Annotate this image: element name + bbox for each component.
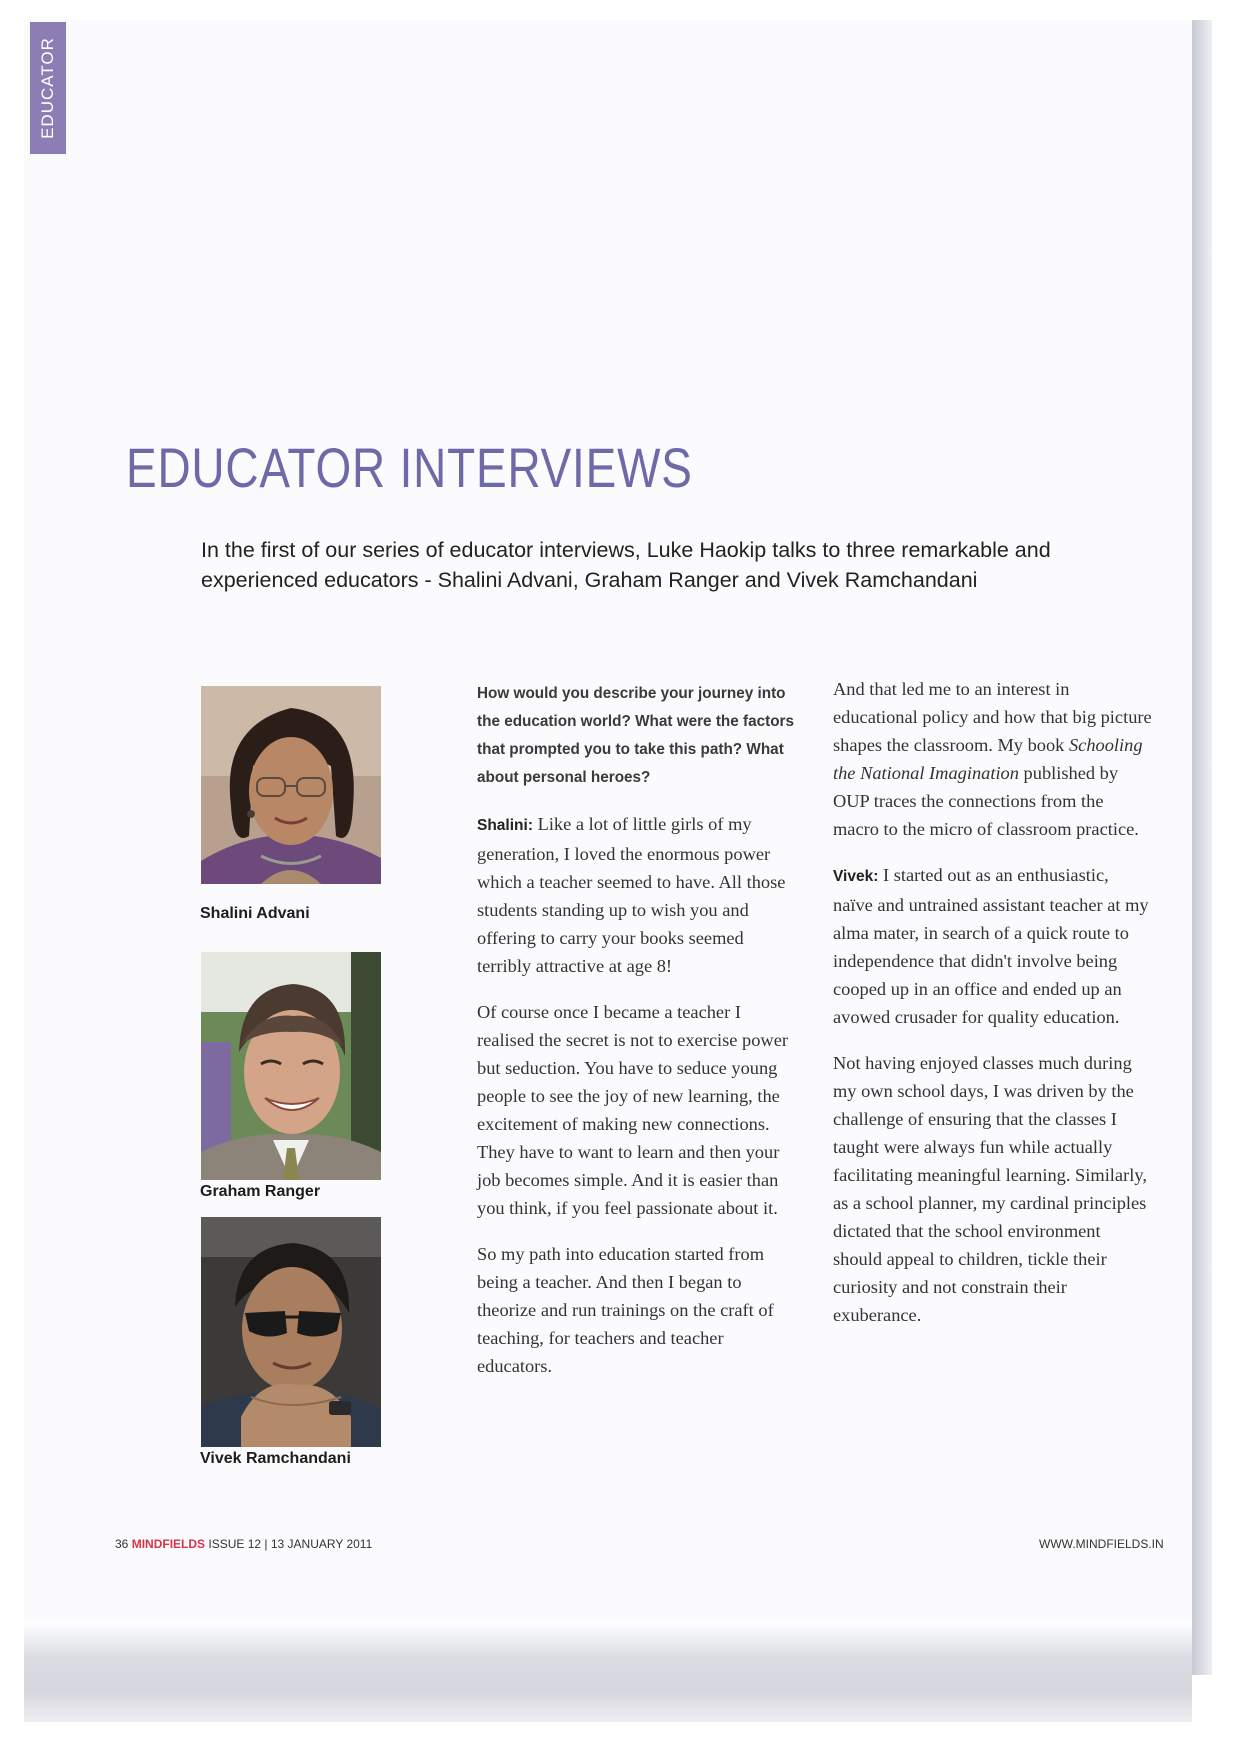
article-column-1 [477,680,797,1398]
magazine-brand: MINDFIELDS [131,1537,206,1551]
photo-graham-ranger [201,952,381,1180]
paragraph-vivek-2: Not having enjoyed classes much during my own school days, I was driven by the challenge of ensuring that the classes I taught were always fun while actually facilitating meaningful learning. Similarly, as a school planner, my cardinal principles dictated that the school environment should appeal to children, tickle their curiosity and not constrain their exuberance. [833,1053,1147,1325]
page-edge-shadow [1192,20,1212,1675]
speaker-label-shalini: Shalini: [477,817,533,834]
section-tab-label: EDUCATOR [38,37,57,139]
caption-graham-ranger: Graham Ranger [200,1183,321,1200]
photo-vivek-ramchandani [201,1217,381,1447]
article-column-2 [833,675,1153,1347]
paragraph-shalini-3: So my path into education started from being a teacher. And then I began to theorize and run trainings on the craft of teaching, for teachers and teacher educators. [477,1244,774,1376]
footer-website: WWW.MINDFIELDS.IN [1039,1537,1164,1551]
section-tab [30,22,66,154]
interview-question: How would you describe your journey into the education world? What were the factors that prompted you to take this path? What about personal heroes? [477,685,795,786]
caption-shalini-advani: Shalini Advani [200,905,310,922]
standfirst: In the first of our series of educator interviews, Luke Haokip talks to three remarkable and experienced educators - Shalini Advani, Graham Ranger and Vivek Ramchandani [201,538,1051,592]
footer-issue-info [115,1537,372,1551]
speaker-label-vivek: Vivek: [833,868,879,885]
page-title: EDUCATOR INTERVIEWS [126,436,693,499]
paragraph-shalini-2: Of course once I became a teacher I realised the secret is not to exercise power but seduction. You have to seduce young people to see the joy of new learning, the excitement of making new connections. They have to want to learn and then your job becomes simple. And it is easier than you think, if you feel passionate about it. [477,1002,788,1218]
scan-bottom-shadow [24,1622,1192,1722]
paragraph-shalini-1 [477,810,797,980]
issue-date: ISSUE 12 | 13 JANUARY 2011 [208,1537,373,1551]
photo-shalini-advani [201,686,381,884]
book-title: Schooling the National Imagination [833,735,1143,783]
paragraph-vivek-1 [833,861,1153,1031]
paragraph-text: I started out as an enthusiastic, naïve and untrained assistant teacher at my alma mater, in search of a quick route to independence that didn't involve being cooped up in an office and ended up an avowed crusader for quality education. [833,865,1149,1027]
caption-vivek-ramchandani: Vivek Ramchandani [200,1450,351,1467]
paragraph-text: published by OUP traces the connections from the macro to the micro of classroom practice. [833,763,1139,839]
paragraph-text: Like a lot of little girls of my generation, I loved the enormous power which a teacher seemed to have. All those students standing up to wish you and offering to carry your books seemed terribly attractive at age 8! [477,814,786,976]
paragraph-text: And that led me to an interest in educational policy and how that big picture shapes the classroom. My book [833,679,1152,755]
page-number: 36 [115,1537,129,1551]
paragraph-shalini-4 [833,675,1153,843]
